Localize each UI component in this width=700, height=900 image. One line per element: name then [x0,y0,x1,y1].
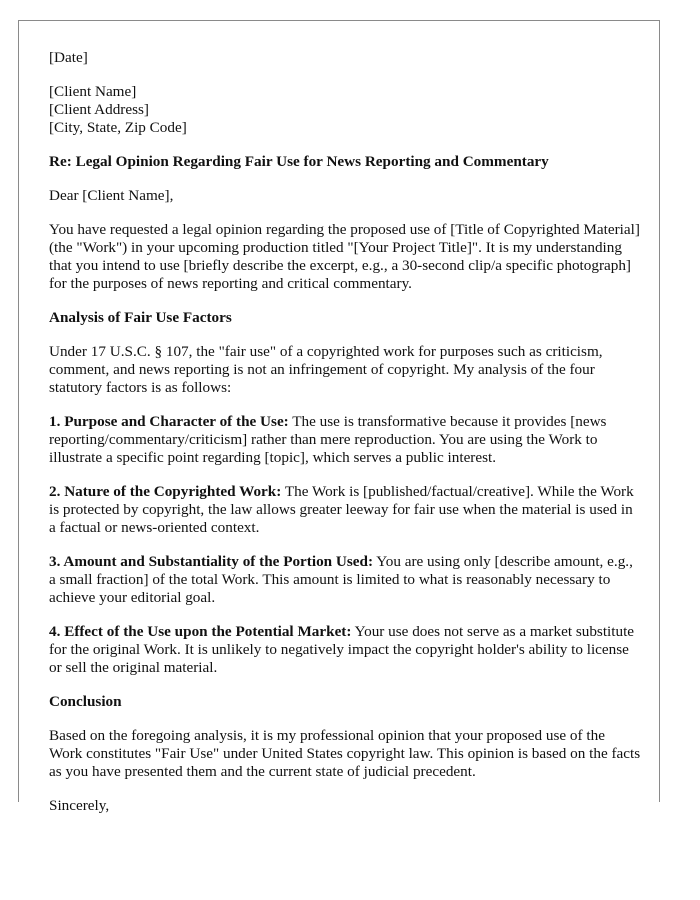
intro-paragraph: You have requested a legal opinion regarding the proposed use of [Title of Copyrighted Material] (the "Work") in your upcoming production titled "[Your Project Title]". It is my understanding that you intend to use [briefly describe the excerpt, e.g., a 30-second clip/a specific photograph] for the purposes of news reporting and critical commentary. [49,221,640,292]
recipient-block [49,83,641,137]
factor-2-paragraph [49,483,641,537]
closing: Sincerely, [49,797,110,814]
factor-1-title: 1. Purpose and Character of the Use: [49,413,289,430]
factor-4-paragraph [49,623,641,677]
factor-1-paragraph [49,413,641,467]
analysis-heading: Analysis of Fair Use Factors [49,309,232,326]
factor-2-text: The Work is [published/factual/creative]. While the Work is protected by copyright, the law allows greater leeway for fair use when the material is used in a factual or news-oriented context. [49,483,634,536]
client-name: [Client Name] [49,83,137,100]
factor-4-title: 4. Effect of the Use upon the Potential Market: [49,623,352,640]
factor-1-text: The use is transformative because it provides [news reporting/commentary/criticism] rather than mere reproduction. You are using the Work to illustrate a specific point regarding [topic], which serves a public interest. [49,413,607,466]
factor-3-paragraph [49,553,641,607]
factor-3-title: 3. Amount and Substantiality of the Portion Used: [49,553,374,570]
client-address: [Client Address] [49,101,149,118]
factor-3-text: You are using only [describe amount, e.g., a small fraction] of the total Work. This amount is limited to what is reasonably necessary to achieve your editorial goal. [49,553,633,606]
letter-body [49,49,641,831]
conclusion-paragraph: Based on the foregoing analysis, it is my professional opinion that your proposed use of the Work constitutes "Fair Use" under United States copyright law. This opinion is based on the facts as you have presented them and the current state of judicial precedent. [49,727,641,780]
conclusion-heading: Conclusion [49,693,122,710]
salutation: Dear [Client Name], [49,187,174,204]
letter-page [18,20,660,814]
analysis-intro-paragraph: Under 17 U.S.C. § 107, the "fair use" of a copyrighted work for purposes such as criticism, comment, and news reporting is not an infringement of copyright. My analysis of the four statutory factors is as follows: [49,343,603,396]
letter-date: [Date] [49,49,88,66]
city-state-zip: [City, State, Zip Code] [49,119,187,136]
factor-2-title: 2. Nature of the Copyrighted Work: [49,483,282,500]
subject-line: Re: Legal Opinion Regarding Fair Use for News Reporting and Commentary [49,153,549,170]
factor-4-text: Your use does not serve as a market substitute for the original Work. It is unlikely to negatively impact the copyright holder's ability to license or sell the original material. [49,623,635,676]
